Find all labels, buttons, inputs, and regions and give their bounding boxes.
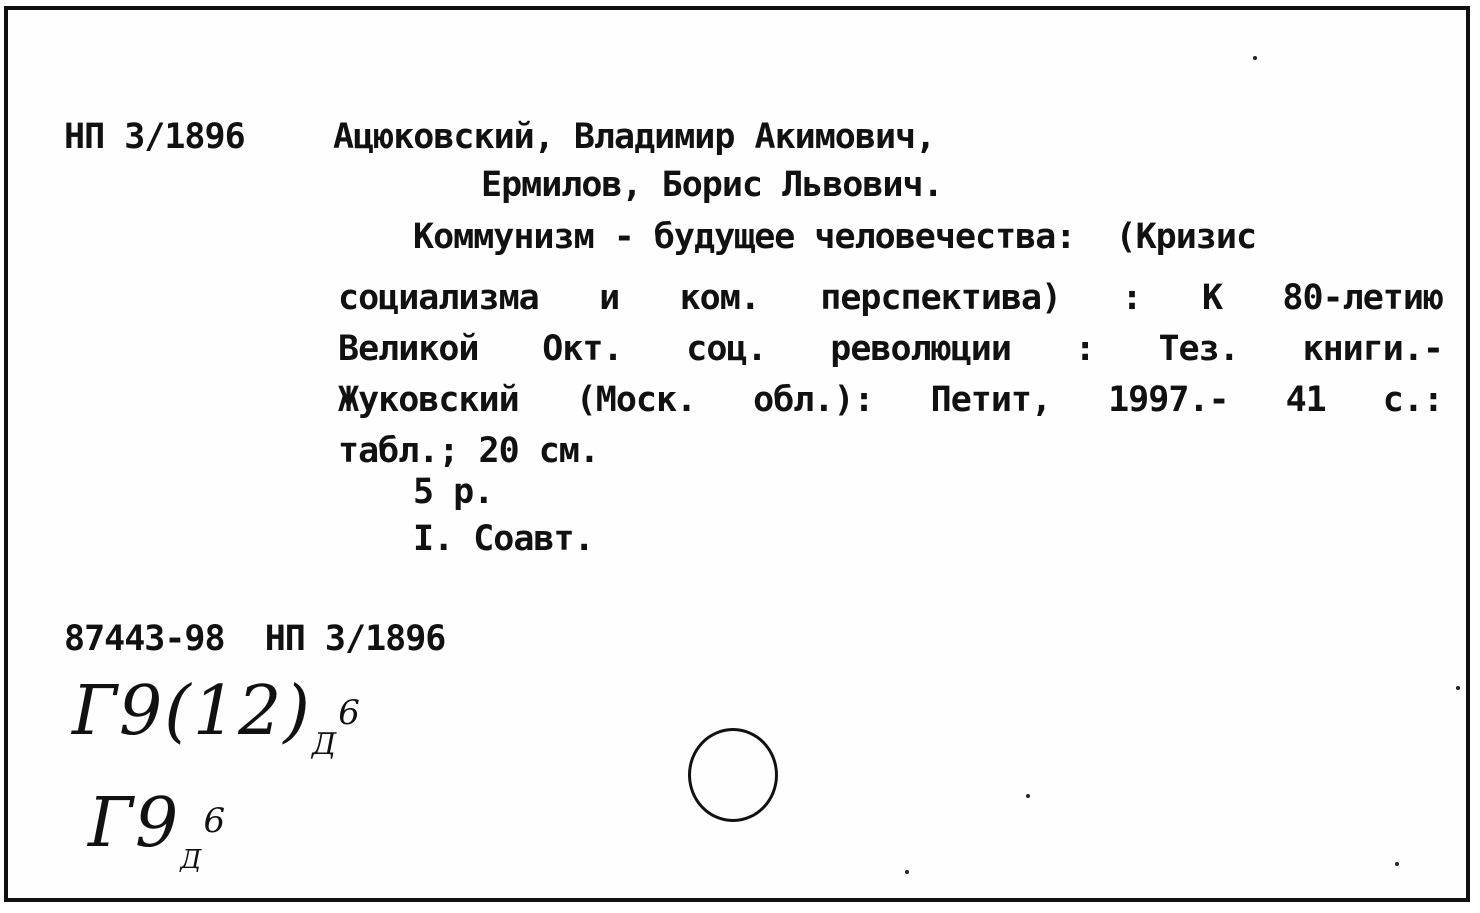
description-line: Жуковский (Моск. обл.): Петит, 1997.- 41 с.:	[338, 380, 1443, 420]
punch-hole	[688, 728, 778, 822]
description-line-last: табл.; 20 см.	[338, 431, 599, 471]
handwritten-main: Г9(12)	[72, 672, 312, 751]
scan-speck	[1395, 862, 1399, 866]
scan-speck	[1253, 56, 1257, 60]
price: 5 р.	[413, 472, 494, 512]
call-number-top: НП 3/1896	[64, 117, 245, 157]
title-line: Коммунизм - будущее человечества: (Кризис	[413, 217, 1257, 257]
scan-speck	[1456, 686, 1460, 690]
handwritten-sup: 6	[338, 693, 362, 733]
handwritten-sub: Д	[180, 845, 204, 875]
handwritten-main: Г9	[88, 784, 181, 863]
author-line: Ацюковский, Владимир Акимович,	[333, 117, 936, 157]
scan-speck	[1026, 794, 1030, 798]
description-line: социализма и ком. перспектива) : К 80-летию	[338, 278, 1443, 318]
scan-speck	[905, 870, 909, 874]
catalog-card	[4, 6, 1470, 902]
handwritten-classification-2	[88, 784, 228, 875]
handwritten-sub: Д	[311, 727, 339, 762]
bibliographic-description	[338, 273, 1443, 477]
accession-number: 87443-98 НП 3/1896	[64, 619, 446, 659]
description-line: Великой Окт. соц. революции : Тез. книги.-	[338, 329, 1443, 369]
handwritten-sup: 6	[203, 801, 228, 841]
coauthor-line: Ермилов, Борис Львович.	[481, 165, 943, 205]
handwritten-classification-1	[72, 672, 362, 762]
tracing: I. Соавт.	[413, 519, 594, 559]
